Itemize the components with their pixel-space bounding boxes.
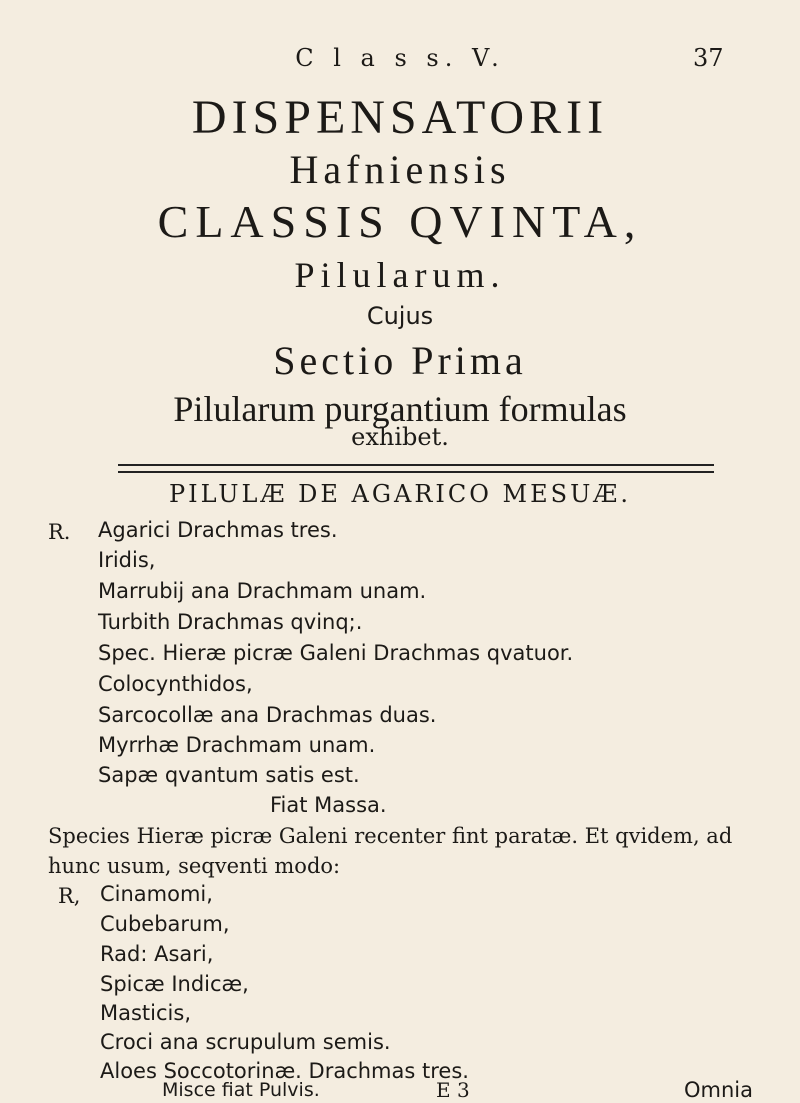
recipe-line: Iridis, (98, 548, 156, 572)
recipe-line: Masticis, (100, 1001, 191, 1025)
recipe-instruction: Misce fiat Pulvis. (162, 1079, 320, 1101)
title-line-1: DISPENSATORII (191, 91, 609, 144)
title-line-3: CLASSIS QVINTA, (157, 196, 643, 247)
running-header-class: C l a s s. V. (295, 44, 505, 72)
recipe-line: Aloes Soccotorinæ. Drachmas tres. (100, 1059, 469, 1083)
title-line-5: Cujus (366, 302, 434, 330)
recipe-line: Turbith Drachmas qvinq;. (98, 610, 363, 634)
recipe-line: Rad: Asari, (100, 942, 214, 966)
title-line-7: Pilularum purgantium formulas (173, 389, 627, 429)
recipe-line: Cubebarum, (100, 912, 230, 936)
title-line-8: exhibet. (351, 423, 449, 451)
catchword: Omnia (684, 1078, 753, 1102)
recipe-line: Croci ana scrupulum semis. (100, 1030, 391, 1054)
title-line-6: Sectio Prima (273, 338, 527, 383)
page-number: 37 (693, 44, 724, 72)
recipe-line: Spec. Hieræ picræ Galeni Drachmas qvatuor. (98, 641, 574, 665)
recipe-line: Myrrhæ Drachmam unam. (98, 733, 376, 757)
recipe-symbol: R, (58, 884, 81, 908)
double-rule-divider (118, 464, 714, 473)
paragraph-line: hunc usum, seqventi modo: (48, 854, 341, 878)
recipe-line: Sarcocollæ ana Drachmas duas. (98, 703, 437, 727)
title-line-2: Hafniensis (289, 147, 511, 192)
recipe-line: Colocynthidos, (98, 672, 253, 696)
title-line-4: Pilularum. (294, 255, 506, 295)
recipe-instruction: Fiat Massa. (270, 793, 387, 817)
recipe-symbol: R. (48, 520, 71, 544)
signature-mark: E 3 (436, 1078, 470, 1102)
recipe-line: Agarici Drachmas tres. (98, 518, 338, 542)
section-heading: PILULÆ DE AGARICO MESUÆ. (169, 480, 631, 508)
recipe-line: Spicæ Indicæ, (100, 972, 249, 996)
recipe-line: Sapæ qvantum satis est. (98, 763, 360, 787)
recipe-line: Marrubij ana Drachmam unam. (98, 579, 427, 603)
recipe-line: Cinamomi, (100, 882, 213, 906)
paragraph-line: Species Hieræ picræ Galeni recenter fint paratæ. Et qvidem, ad (48, 824, 733, 848)
